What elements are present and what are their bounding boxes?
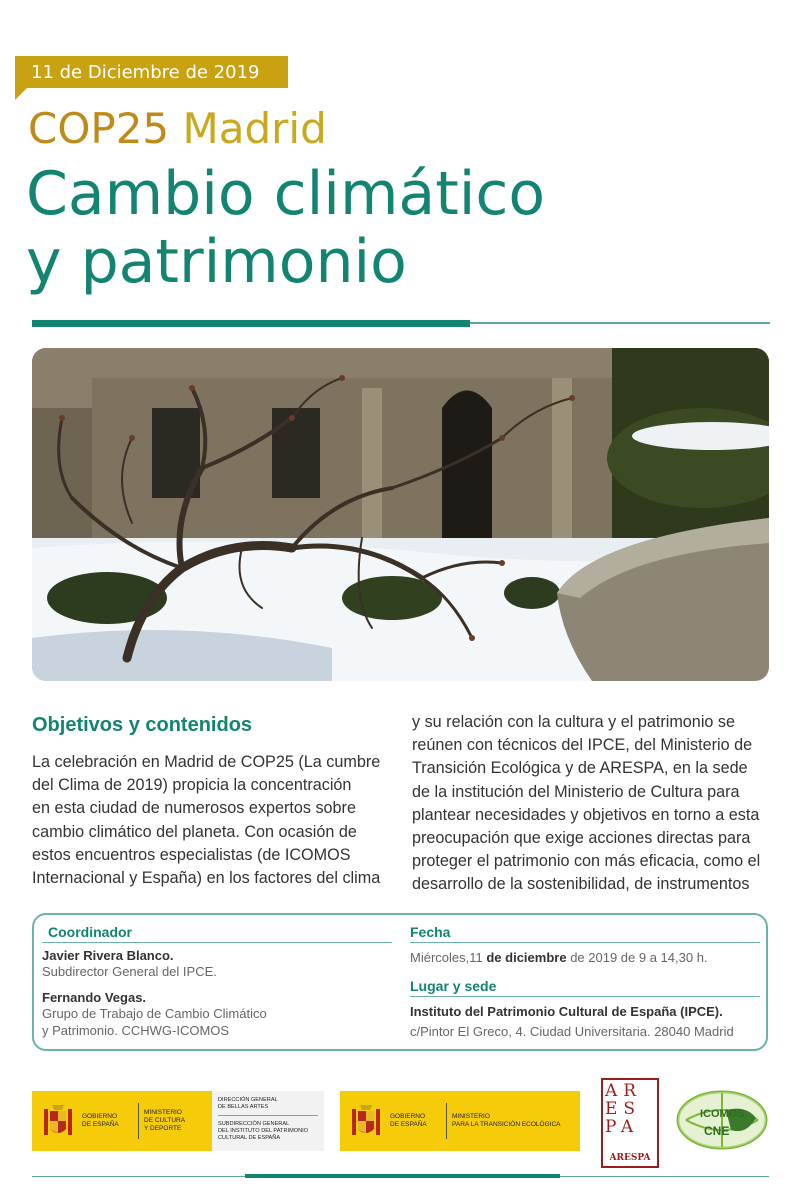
arespa-letter: R — [623, 1081, 643, 1101]
coordinator-2-name: Fernando Vegas. — [42, 990, 147, 1005]
text-line: reúnen con técnicos del IPCE, del Ministerio de — [412, 736, 753, 755]
coordinator-2-role-line-1: Grupo de Trabajo de Cambio Climático — [42, 1006, 267, 1021]
ministry-culture-logo — [32, 1091, 324, 1151]
text-line: Internacional y España) en los factores del clima — [32, 869, 381, 888]
arespa-letter: S — [623, 1099, 642, 1119]
directorate-divider — [218, 1115, 318, 1116]
icomos-cnf-label: CNE — [704, 1124, 730, 1138]
arespa-row-1 — [605, 1082, 642, 1100]
objectives-text-right — [412, 711, 760, 897]
date-divider — [410, 942, 760, 943]
event-date: 11 de Diciembre de 2019 — [31, 62, 260, 83]
icomos-logo-icon — [676, 1090, 768, 1150]
venue-heading: Lugar y sede — [410, 978, 497, 994]
footer-divider — [245, 1174, 560, 1178]
coordinator-1-name: Javier Rivera Blanco. — [42, 948, 174, 963]
logo-separator — [446, 1103, 447, 1139]
venue-divider — [410, 996, 760, 997]
coordinator-1-role: Subdirector General del IPCE. — [42, 964, 217, 979]
text-line: La celebración en Madrid de COP25 (La cumbre — [32, 753, 381, 771]
gobierno-label: GOBIERNO DE ESPAÑA — [390, 1113, 427, 1128]
venue-address: c/Pintor El Greco, 4. Ciudad Universitaria. 28040 Madrid — [410, 1024, 734, 1039]
ministry-ecology-label: MINISTERIO PARA LA TRANSICIÓN ECOLÓGICA — [452, 1113, 561, 1128]
date-heading: Fecha — [410, 924, 451, 940]
schedule-month: de diciembre — [486, 950, 567, 965]
gobierno-label: GOBIERNO DE ESPAÑA — [82, 1113, 119, 1128]
ipce-subdirectorate-label: SUBDIRECCIÓN GENERAL DEL INSTITUTO DEL PATRIMONIO CULTURAL DE ESPAÑA — [218, 1121, 309, 1141]
schedule-time: de 2019 de 9 a 14,30 h. — [570, 950, 708, 965]
event-name-city: Madrid — [182, 104, 327, 153]
coordinator-divider — [42, 942, 392, 943]
text-line: del Clima de 2019) propicia la concentración — [32, 776, 352, 795]
event-schedule — [410, 949, 708, 966]
arespa-row-2 — [605, 1100, 642, 1118]
event-name-cop: COP25 — [28, 104, 170, 153]
icomos-label: ICOMOS — [700, 1108, 745, 1120]
arespa-letters — [605, 1082, 642, 1136]
arespa-letter: A — [620, 1117, 640, 1137]
cloister-snow-photo — [32, 348, 769, 681]
bellas-artes-label: DIRECCIÓN GENERAL DE BELLAS ARTES — [218, 1097, 278, 1110]
text-line: Transición Ecológica y de ARESPA, en la sede — [412, 759, 748, 778]
page-title-line-1: Cambio climático — [26, 159, 546, 229]
event-info-box — [32, 913, 768, 1051]
schedule-weekday: Miércoles,11 — [410, 950, 483, 965]
text-line: desarrollo de la sostenibilidad, de instrumentos — [412, 875, 750, 894]
text-line: plantear necesidades y objetivos en torno a esta — [412, 805, 760, 824]
arespa-row-3 — [605, 1118, 642, 1136]
logo-separator — [138, 1103, 139, 1139]
ministry-ecology-logo — [340, 1091, 580, 1151]
coordinator-heading: Coordinador — [48, 924, 132, 940]
arespa-letter: A — [605, 1081, 624, 1101]
text-line: estos encuentros especialistas (de ICOMOS — [32, 845, 351, 864]
page-title — [26, 160, 545, 296]
coat-of-arms-icon — [40, 1103, 76, 1141]
venue-name: Instituto del Patrimonio Cultural de España (IPCE). — [410, 1004, 723, 1019]
photo-illustration — [32, 348, 769, 681]
ministry-culture-label: MINISTERIO DE CULTURA Y DEPORTE — [144, 1109, 186, 1132]
arespa-caption: ARESPA — [609, 1153, 651, 1163]
date-banner — [15, 56, 288, 88]
arespa-letter: E — [605, 1099, 624, 1119]
event-name — [28, 104, 327, 153]
objectives-text-left — [32, 751, 380, 890]
title-divider — [32, 320, 470, 327]
page-title-line-2: y patrimonio — [26, 227, 407, 297]
arespa-letter: P — [605, 1117, 621, 1137]
text-line: y su relación con la cultura y el patrimonio se — [412, 713, 736, 731]
text-line: en esta ciudad de numerosos expertos sobre — [32, 799, 356, 818]
section-title-objectives: Objetivos y contenidos — [32, 714, 253, 736]
text-line: cambio climático del planeta. Con ocasión de — [32, 822, 357, 841]
coordinator-2-role-line-2: y Patrimonio. CCHWG-ICOMOS — [42, 1023, 230, 1038]
title-divider-thin — [470, 322, 770, 324]
text-line: de la institución del Ministerio de Cultura para — [412, 782, 740, 801]
text-line: preocupación que exige acciones directas para — [412, 829, 751, 848]
text-line: proteger el patrimonio con más eficacia, como el — [412, 852, 761, 871]
coat-of-arms-icon — [348, 1103, 384, 1141]
